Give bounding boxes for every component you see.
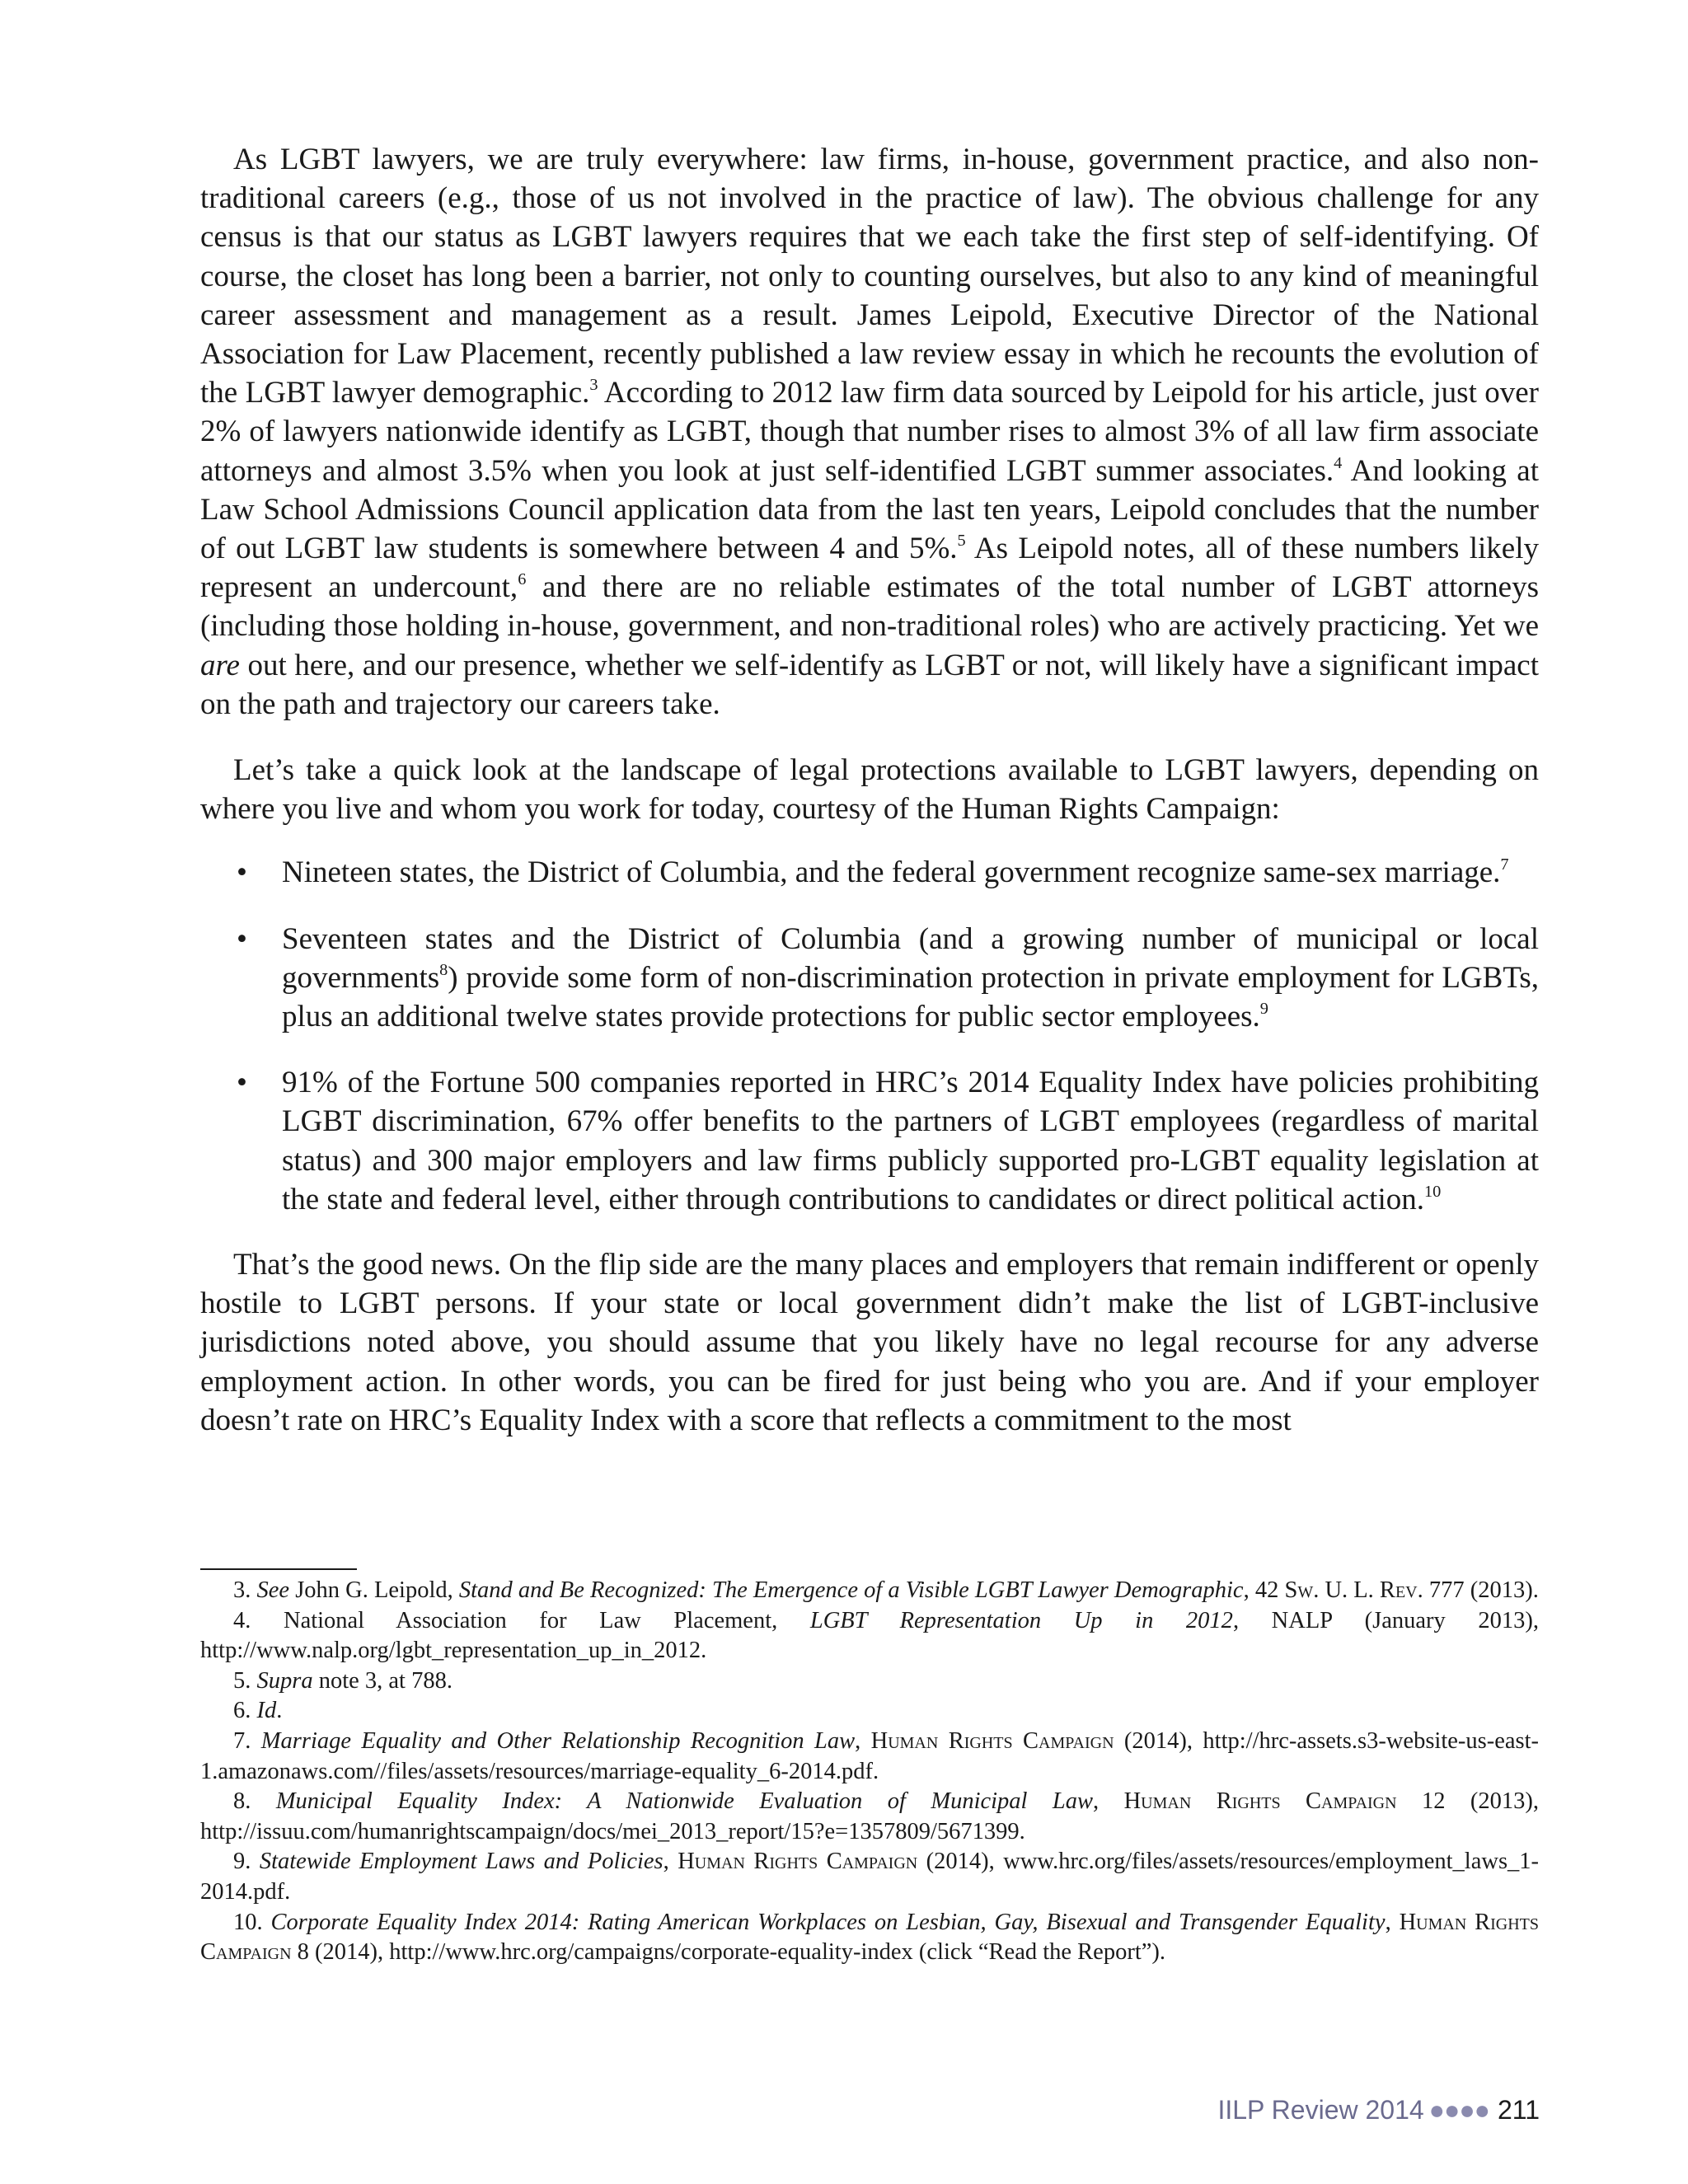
footnote-divider — [200, 1568, 357, 1570]
bullet-item-1: • Nineteen states, the District of Columbia, and the federal government recognize same-sex marriage.$^7$ — [200, 853, 1539, 892]
bullet-item-2: • Seventeen states and the District of Columbia (and a growing number of municipal or local governments$^8$) provide some form of non-discrimination protection in private employment for LGBTs, plus an additional twelve states provide protections for public sector employees.$^9$ — [200, 920, 1539, 1037]
footnote-ref-5[interactable]: 5 — [957, 531, 966, 550]
bullet-list — [200, 853, 1539, 1219]
footnote-8-link[interactable]: 12 (2013), http://issuu.com/humanrightscampaign/docs/mei_2013_report/15?e=1357809/5671399. — [200, 1788, 1540, 1844]
footnote-ref-7[interactable]: 7 — [1500, 855, 1509, 874]
footnote-5: 5. Supra note 3, at 788. — [233, 1667, 452, 1694]
bullet-item-3: • 91% of the Fortune 500 companies reported in HRC’s 2014 Equality Index have policies prohibiting LGBT discrimination, 67% offer benefits to the partners of LGBT employees (regardless of marital status) and 300 major employers and law firms publicly supported pro-LGBT equality legislation at the state and federal level, either through contributions to candidates or direct political action.$^{10}$ — [200, 1063, 1539, 1219]
footnotes — [200, 1576, 1539, 1968]
paragraph-1: As LGBT lawyers, we are truly everywhere: law firms, in-house, government practice, and also non-traditional careers (e.g., those of us not involved in the practice of law). The obvious challenge for any census is that our status as LGBT lawyers requires that we each take the first step of self-identifying. Of course, the closet has long been a barrier, not only to counting ourselves, but also to any kind of meaningful career assessment and management as a result. James Leipold, Executive Director of the National Association for Law Placement, recently published a law review essay in which he recounts the evolution of the LGBT lawyer demographic.$^3$ According to 2012 law firm data sourced by Leipold for his article, just over 2% of lawyers nationwide identify as LGBT, though that number rises to almost 3% of all law firm associate attorneys and almost 3.5% when you look at just self-identified LGBT summer associates.$^4$ And looking at Law School Admissions Council application data from the last ten years, Leipold concludes that the number of out LGBT law students is somewhere between 4 and 5%.$^5$ As Leipold notes, all of these numbers likely represent an undercount,$^6$ and there are no reliable estimates of the total number of LGBT attorneys (including those holding in-house, government, and non-traditional roles) who are actively practicing. Yet we are out here, and our presence, whether we self-identify as LGBT or not, will likely have a significant impact on the path and trajectory our careers take. — [200, 143, 1539, 721]
emphasis-are: are — [200, 648, 240, 682]
dots-icon: ●●●● — [1428, 2095, 1489, 2125]
footnote-10-link[interactable]: 8 (2014), http://www.hrc.org/campaigns/corporate-equality-index (click “Read the Report”). — [291, 1939, 1165, 1966]
body-text — [200, 140, 1539, 1440]
footnote-4-link[interactable]: , NALP (January 2013), http://www.nalp.org/lgbt_representation_up_in_2012. — [200, 1607, 1539, 1664]
footnote-ref-8[interactable]: 8 — [439, 960, 448, 979]
bullet-icon: • — [237, 1066, 247, 1100]
bullet-icon: • — [237, 855, 247, 890]
paragraph-4: That’s the good news. On the flip side are the many places and employers that remain indifferent or openly hostile to LGBT persons. If your state or local government didn’t make the list of LGBT-inclusive jurisdictions noted above, you should assume that you likely have no legal recourse for any adverse employment action. In other words, you can be fired for just being who you are. And if your employer doesn’t rate on HRC’s Equality Index with a score that reflects a commitment to the most — [200, 1248, 1539, 1437]
footnote-9: 9. Statewide Employment Laws and Policies, Human Rights Campaign (2014), www.hrc.org/files/assets/resources/employment_laws_1-2014.pdf. — [200, 1849, 1540, 1905]
bullet-icon: • — [237, 921, 247, 956]
footnote-8: 8. Municipal Equality Index: A Nationwide Evaluation of Municipal Law, Human Rights Campaign 12 (2013), http://issuu.com/humanrightscampaign/docs/mei_2013_report/15?e=1357809/5671399. — [200, 1788, 1540, 1844]
page-number: 211 — [1497, 2095, 1540, 2125]
footnote-7: 7. Marriage Equality and Other Relationship Recognition Law, Human Rights Campaign (2014), http://hrc-assets.s3-website-us-east-1.amazonaws.com//files/assets/resources/marriage-equality_6-2014.pdf. — [200, 1727, 1540, 1784]
footnote-ref-10[interactable]: 10 — [1423, 1182, 1442, 1201]
footnote-ref-9[interactable]: 9 — [1259, 999, 1268, 1018]
footnote-ref-6[interactable]: 6 — [518, 569, 527, 588]
footnote-7-link[interactable]: (2014), http://hrc-assets.s3-website-us-east-1.amazonaws.com//files/assets/resources/marriage-equality_6-2014.pdf. — [200, 1727, 1540, 1784]
footnote-3: 3. See John G. Leipold, Stand and Be Recognized: The Emergence of a Visible LGBT Lawyer Demographic, 42 Sw. U. L. Rev. 777 (2013). — [233, 1577, 1539, 1603]
footnote-9-link[interactable]: (2014), www.hrc.org/files/assets/resources/employment_laws_1-2014.pdf. — [200, 1849, 1540, 1905]
footnote-10: 10. Corporate Equality Index 2014: Rating American Workplaces on Lesbian, Gay, Bisexual and Transgender Equality, Human Rights Campaign 8 (2014), http://www.hrc.org/campaigns/corporate-equality-index (click “Read the Report”). — [200, 1909, 1540, 1966]
journal-name: IILP Review 2014 — [1217, 2095, 1424, 2125]
footnote-6: 6. Id. — [233, 1698, 283, 1724]
footnote-4: 4. National Association for Law Placement, LGBT Representation Up in 2012, NALP (January 2013), http://www.nalp.org/lgbt_representation_up_in_2012. — [200, 1607, 1539, 1664]
footnote-ref-4[interactable]: 4 — [1334, 453, 1343, 472]
paragraph-2: Let’s take a quick look at the landscape of legal protections available to LGBT lawyers, depending on where you live and whom you work for today, courtesy of the Human Rights Campaign: — [200, 753, 1539, 827]
footnote-ref-3[interactable]: 3 — [589, 375, 598, 394]
page-footer — [1217, 2095, 1540, 2125]
